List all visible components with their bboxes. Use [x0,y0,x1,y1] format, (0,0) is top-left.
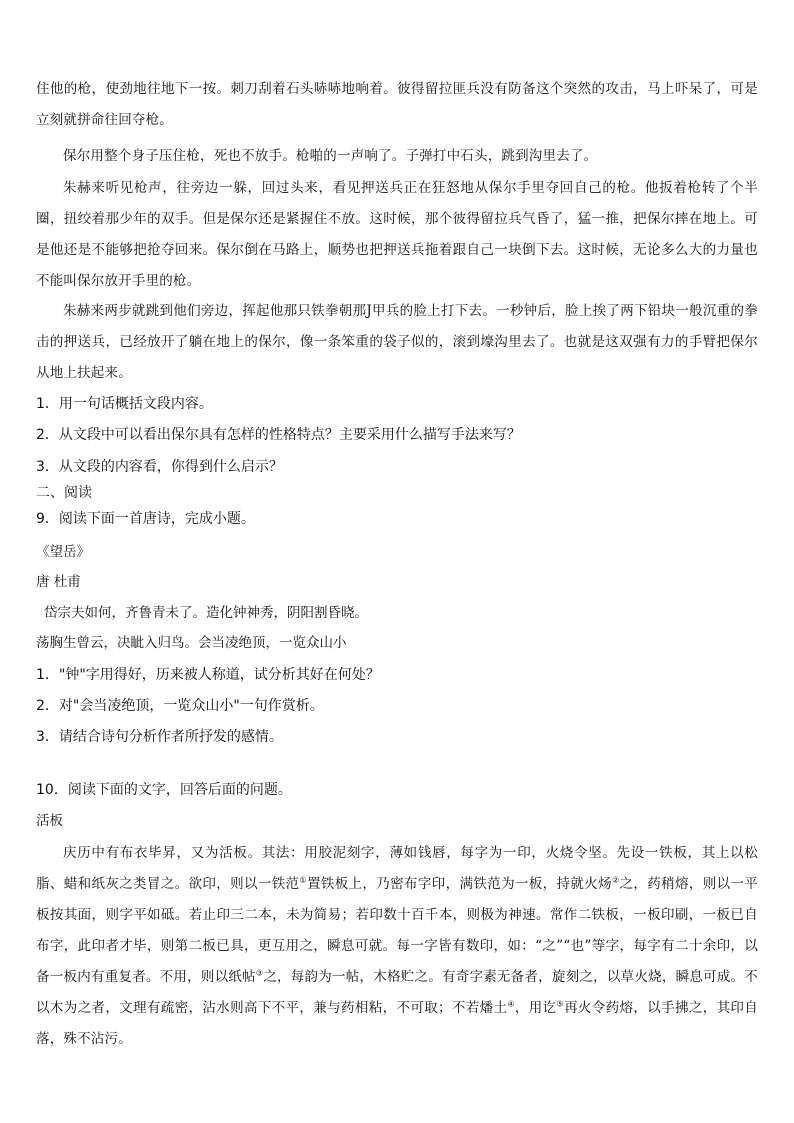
footnote-5-marker: ⑤ [556,999,565,1009]
passage-paragraph-3: 朱赫来听见枪声，往旁边一躲，回过头来，看见押送兵正在狂怒地从保尔手里夺回自己的枪。他扳着枪转了个半圈，扭绞着那少年的双手。但是保尔还是紧握住不放。这时候，那个彼得留拉兵气昏了，猛一推，把保尔摔在地上。可是他还是不能够把抢夺回来。保尔倒在马路上，顺势也把押送兵拖着跟自己一块倒下去。这时候，无论多么大的力量也不能叫保尔放开手里的枪。 [36,180,758,289]
poem-title: 《望岳》 [36,544,90,560]
footnote-4-marker: ④ [507,999,515,1009]
poem-line-1: 岱宗夫如何，齐鲁青未了。造化钟神秀，阴阳割昏晓。 [44,605,368,621]
poem-author: 唐 杜甫 [36,574,81,590]
question-9-1: 1．"钟"字用得好，历来被人称道，试分析其好在何处？ [36,667,380,683]
article-text-d: 之，每韵为一帖，木格贮之。有奇字素无备者，旋刻之，以草火烧，瞬息可成。不以木为之者，文理有疏密，沾水则高下不平，兼与药相粘，不可取；不若燔土 [36,969,759,1016]
passage-paragraph-4: 朱赫来两步就跳到他们旁边，挥起他那只铁拳朝那J甲兵的脸上打下去。一秒钟后，脸上挨了两下铅块一般沉重的拳击的押送兵，已经放开了躺在地上的保尔，像一条笨重的袋子似的，滚到壕沟里去了。也就是这双强有力的手臂把保尔从地上扶起来。 [36,303,758,381]
question-9-prompt: 9．阅读下面一首唐诗，完成小题。 [36,511,255,527]
question-8-1: 1．用一句话概括文段内容。 [36,396,213,412]
question-9-2: 2．对"会当凌绝顶，一览众山小"一句作赏析。 [36,698,324,714]
question-8-3: 3．从文段的内容看，你得到什么启示？ [36,459,283,475]
article-body [36,838,758,1055]
article-text-c: 之，药稍熔，则以一平板按其面，则字平如砥。若止印三二本，未为简易；若印数十百千本，则极为神速。常作二铁板，一板印刷，一板已自布字，此印者才毕，则第二板已具，更互用之，瞬息可就。每一字皆有数印，如：“之”“也”等字，每字有二十余印，以备一板内有重复者。不用，则以纸帖 [36,876,759,985]
poem-line-2: 荡胸生曾云，决眦入归鸟。会当凌绝顶，一览众山小 [36,635,347,651]
footnote-3-marker: ③ [255,968,264,978]
article-title: 活板 [36,813,63,829]
footnote-1-marker: ① [299,875,307,885]
footnote-2-marker: ② [611,875,620,885]
passage-paragraph-1: 住他的枪，使劲地往地下一按。刺刀刮着石头哧哧地响着。彼得留拉匪兵没有防备这个突然的攻击，马上吓呆了，可是立刻就拼命往回夺枪。 [36,81,758,128]
passage-paragraph-2: 保尔用整个身子压住枪，死也不放手。枪啪的一声响了。子弹打中石头，跳到沟里去了。 [63,148,598,164]
question-9-3: 3．请结合诗句分析作者所抒发的感情。 [36,729,283,745]
question-8-2: 2．从文段中可以看出保尔具有怎样的性格特点？主要采用什么描写手法来写？ [36,427,521,443]
article-text-a: 庆历中有布衣毕昇，又为活板。其法：用胶泥刻字，薄如钱唇，每字为一印，火烧令坚。先设一铁板，其上以松脂、蜡和纸灰之类冒之。欲印，则以一铁范 [36,845,758,892]
article-text-e: ，用讫 [514,1000,557,1016]
question-10-prompt: 10．阅读下面的文字，回答后面的问题。 [36,782,292,798]
section-heading: 二、阅读 [36,485,92,501]
article-text-b: 置铁板上，乃密布字印，满铁范为一板，持就火炀 [306,876,612,892]
article-text-f: 再火令药熔，以手拂之，其印自落，殊不沾污。 [36,1000,758,1047]
